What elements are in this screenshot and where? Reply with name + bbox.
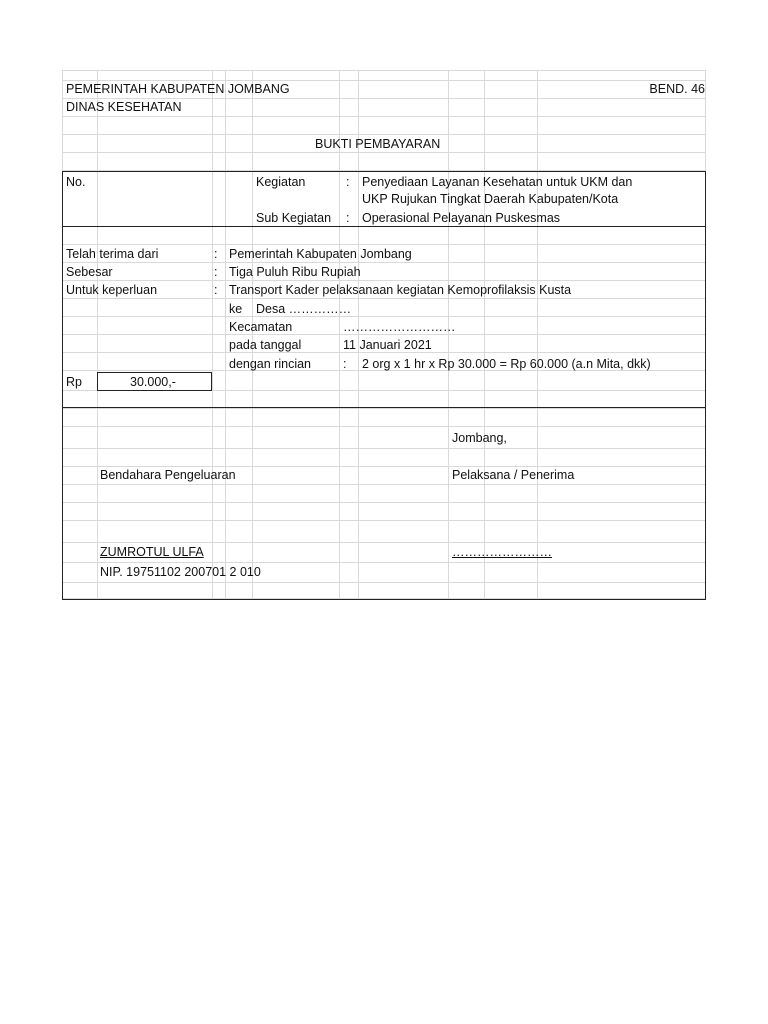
- date-label: pada tanggal: [229, 338, 302, 352]
- details-colon: :: [343, 357, 347, 371]
- department-name: DINAS KESEHATAN: [66, 100, 182, 114]
- grid-row-line: [62, 70, 706, 71]
- details-value: 2 org x 1 hr x Rp 30.000 = Rp 60.000 (a.n Mita, dkk): [362, 357, 651, 371]
- kegiatan-colon: :: [346, 175, 350, 189]
- amount-label: Sebesar: [66, 265, 113, 279]
- treasurer-nip: NIP. 19751102 200701 2 010: [100, 565, 261, 579]
- purpose-value: Transport Kader pelaksanaan kegiatan Kemoprofilaksis Kusta: [229, 283, 572, 297]
- received-from-colon: :: [214, 247, 218, 261]
- receiver-title: Pelaksana / Penerima: [452, 468, 575, 482]
- no-label: No.: [66, 175, 86, 189]
- purpose-colon: :: [214, 283, 218, 297]
- purpose-label: Untuk keperluan: [66, 283, 158, 297]
- amount-in-words: Tiga Puluh Ribu Rupiah: [229, 265, 361, 279]
- details-label: dengan rincian: [229, 357, 312, 371]
- sub-kegiatan-colon: :: [346, 211, 350, 225]
- kecamatan-label: Kecamatan: [229, 320, 293, 334]
- received-from-value: Pemerintah Kabupaten Jombang: [229, 247, 412, 261]
- treasurer-title: Bendahara Pengeluaran: [100, 468, 236, 482]
- signature-place: Jombang,: [452, 431, 507, 445]
- signature-divider-line: [62, 407, 706, 408]
- kegiatan-value-line1: Penyediaan Layanan Kesehatan untuk UKM dan: [362, 175, 633, 189]
- government-name: PEMERINTAH KABUPATEN JOMBANG: [66, 82, 290, 96]
- document-title: BUKTI PEMBAYARAN: [315, 137, 441, 151]
- ke-label: ke: [229, 302, 243, 316]
- form-code: BEND. 46: [649, 82, 705, 96]
- grid-row-line: [62, 116, 706, 117]
- grid-row-line: [62, 152, 706, 153]
- received-from-label: Telah terima dari: [66, 247, 159, 261]
- rp-amount: 30.000,-: [130, 375, 176, 389]
- desa-value: Desa ……………: [256, 302, 352, 316]
- grid-row-line: [62, 134, 706, 135]
- receiver-name-placeholder: ……………………: [452, 545, 552, 559]
- kegiatan-value-line2: UKP Rujukan Tingkat Daerah Kabupaten/Kota: [362, 192, 619, 206]
- kegiatan-label: Kegiatan: [256, 175, 306, 189]
- date-value: 11 Januari 2021: [343, 338, 432, 352]
- rp-label: Rp: [66, 375, 82, 389]
- sub-kegiatan-value: Operasional Pelayanan Puskesmas: [362, 211, 561, 225]
- amount-colon: :: [214, 265, 218, 279]
- sub-kegiatan-label: Sub Kegiatan: [256, 211, 332, 225]
- treasurer-name: ZUMROTUL ULFA: [100, 545, 204, 559]
- kecamatan-value: ………………………: [343, 320, 456, 334]
